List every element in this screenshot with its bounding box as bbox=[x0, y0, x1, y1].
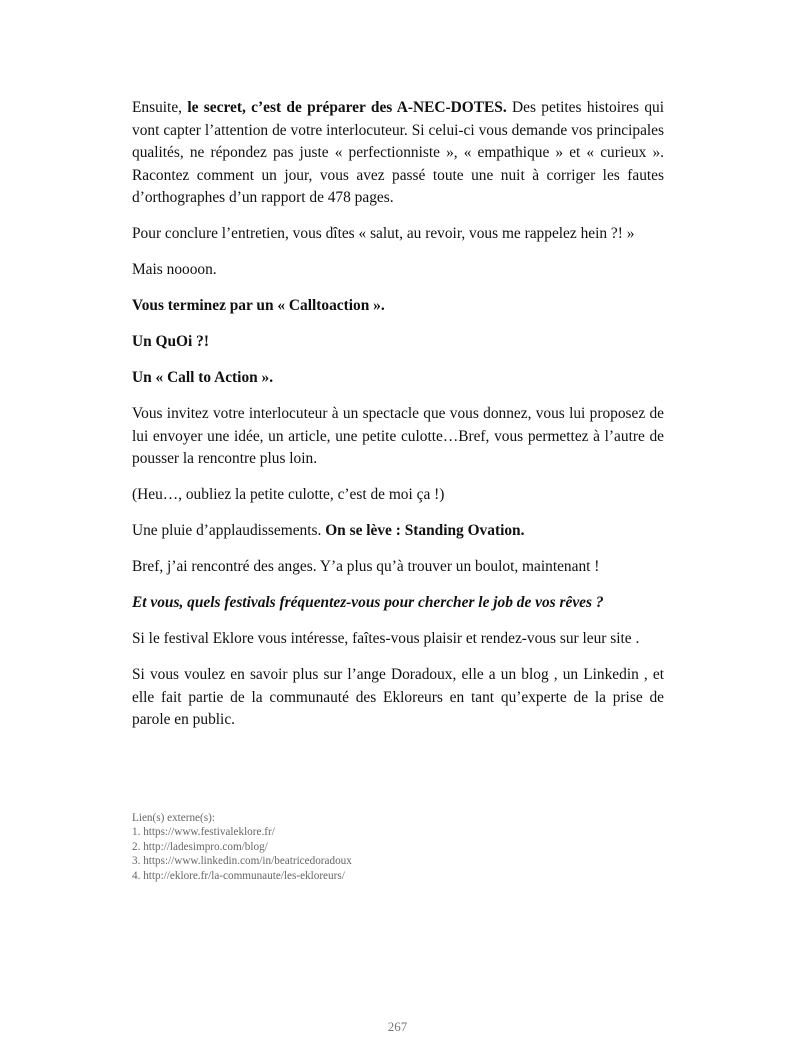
external-link[interactable]: 1. https://www.festivaleklore.fr/ bbox=[132, 826, 275, 839]
external-links bbox=[132, 811, 352, 883]
paragraph-eklore: Si le festival Eklore vous intéresse, faîtes-vous plaisir et rendez-vous sur leur site . bbox=[132, 630, 640, 647]
paragraph-conclusion: Pour conclure l’entretien, vous dîtes « salut, au revoir, vous me rappelez hein ?! » bbox=[132, 225, 635, 242]
paragraph-call-to-action-heading: Vous terminez par un « Calltoaction ». bbox=[132, 297, 385, 314]
external-links-title: Lien(s) externe(s): bbox=[132, 812, 215, 824]
bold-text-run: On se lève : Standing Ovation. bbox=[325, 522, 525, 539]
paragraph-mais-non: Mais noooon. bbox=[132, 261, 217, 278]
external-link[interactable]: 2. http://ladesimpro.com/blog/ bbox=[132, 840, 268, 853]
paragraph-aside: (Heu…, oubliez la petite culotte, c’est de moi ça !) bbox=[132, 486, 445, 503]
paragraph-invitation: Vous invitez votre interlocuteur à un spectacle que vous donnez, vous lui proposez de lui envoyer une idée, un article, une petite culotte…Bref, vous permettez à l’autre de pousser la rencontre plus loin. bbox=[132, 405, 664, 467]
paragraph-question: Et vous, quels festivals fréquentez-vous pour chercher le job de vos rêves ? bbox=[132, 594, 604, 611]
bold-text-run: le secret, c’est de préparer des A-NEC-DOTES. bbox=[187, 99, 507, 116]
external-link[interactable]: 4. http://eklore.fr/la-communaute/les-ekloreurs/ bbox=[132, 869, 345, 882]
paragraph-applause bbox=[132, 520, 664, 543]
text-run: Ensuite, bbox=[132, 99, 188, 116]
paragraph-quoi: Un QuOi ?! bbox=[132, 333, 209, 350]
text-run: Des petites histoires qui vont capter l’attention de votre interlocuteur. Si celui-ci vous demande vos principales qualités, ne répondez pas juste « perfectionniste », « empathique » et « curieux ». Racontez comment un jour, vous avez passé toute une nuit à corriger les fautes d’orthographes d’un rapport de 478 pages. bbox=[132, 99, 664, 206]
external-link[interactable]: 3. https://www.linkedin.com/in/beatricedoradoux bbox=[132, 855, 352, 868]
article-body bbox=[132, 97, 664, 745]
text-run: Une pluie d’applaudissements. bbox=[132, 522, 326, 539]
page-number: 267 bbox=[387, 1019, 408, 1034]
paragraph-call-to-action: Un « Call to Action ». bbox=[132, 369, 274, 386]
paragraph-doradoux: Si vous voulez en savoir plus sur l’ange Doradoux, elle a un blog , un Linkedin , et elle fait partie de la communauté des Ekloreurs en tant qu’experte de la prise de parole en public. bbox=[132, 666, 664, 728]
paragraph-anecdotes bbox=[132, 97, 664, 210]
paragraph-anges: Bref, j’ai rencontré des anges. Y’a plus qu’à trouver un boulot, maintenant ! bbox=[132, 558, 600, 575]
